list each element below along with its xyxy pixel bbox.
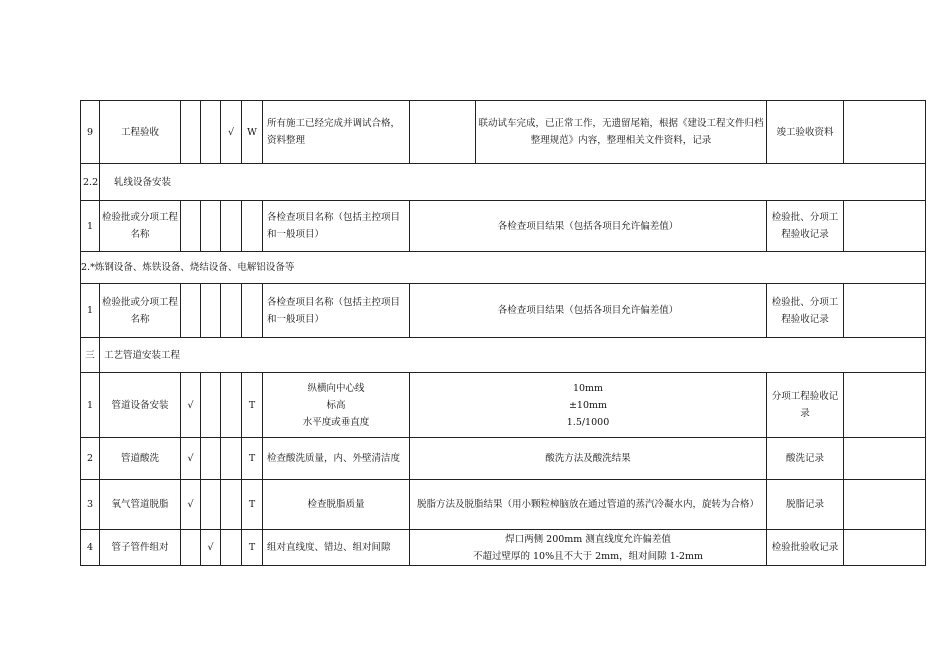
mark-cell: √ <box>181 373 201 438</box>
mark-cell <box>201 373 221 438</box>
mark-cell <box>221 480 242 530</box>
result-line: ±10mm <box>568 399 608 411</box>
item-name: 管道酸洗 <box>100 438 181 480</box>
mark-cell <box>181 284 201 338</box>
mark-cell <box>201 201 221 252</box>
item-name: 管道设备安装 <box>100 373 181 438</box>
section-title: 轧线设备安装 <box>100 164 926 201</box>
section-number: 三 <box>81 338 100 373</box>
item-name: 氧气管道脱脂 <box>100 480 181 530</box>
extra-cell <box>844 201 926 252</box>
record-type: 检验批、分项工程验收记录 <box>767 284 844 338</box>
check-item: 各检查项目名称（包括主控项目和一般项目） <box>263 284 410 338</box>
inspection-table <box>80 100 926 566</box>
mark-cell <box>181 201 201 252</box>
result-line: 焊口两侧 200mm 测直线度允许偏差值 <box>505 533 671 545</box>
check-item: 各检查项目名称（包括主控项目和一般项目） <box>263 201 410 252</box>
extra-cell <box>844 530 926 566</box>
table-row <box>81 530 926 566</box>
table-row <box>81 284 926 338</box>
section-number: 2.2 <box>81 164 100 201</box>
mark-cell <box>242 284 263 338</box>
section-title: 2.*炼钢设备、炼铁设备、烧结设备、电解铝设备等 <box>81 252 926 284</box>
item-name: 管子管件组对 <box>100 530 181 566</box>
check-item: 检查酸洗质量，内、外壁清洁度 <box>263 438 410 480</box>
item-name: 检验批或分项工程名称 <box>100 201 181 252</box>
check-line: 水平度或垂直度 <box>302 416 370 428</box>
section-row <box>81 252 926 284</box>
row-number: 1 <box>81 201 100 252</box>
mark-cell: T <box>242 480 263 530</box>
record-type: 脱脂记录 <box>767 480 844 530</box>
check-item: 检查脱脂质量 <box>263 480 410 530</box>
result-text: 脱脂方法及脱脂结果（用小颗粒樟脑放在通过管道的蒸汽冷凝水内，旋转为合格） <box>416 499 759 510</box>
check-item: 组对直线度、错边、组对间隙 <box>263 530 410 566</box>
mark-cell: T <box>242 373 263 438</box>
mark-cell: √ <box>201 530 221 566</box>
item-name: 检验批或分项工程名称 <box>100 284 181 338</box>
extra-cell <box>844 480 926 530</box>
mark-cell <box>181 530 201 566</box>
check-item: 所有施工已经完成并调试合格，资料整理 <box>263 101 410 164</box>
check-result: 各检查项目结果（包括各项目允许偏差值） <box>410 201 767 252</box>
record-type: 分项工程验收记录 <box>767 373 844 438</box>
row-number: 4 <box>81 530 100 566</box>
row-number: 9 <box>81 101 100 164</box>
mark-cell: √ <box>221 101 242 164</box>
check-result <box>410 480 767 530</box>
row-number: 3 <box>81 480 100 530</box>
mark-cell: T <box>242 438 263 480</box>
extra-cell <box>844 284 926 338</box>
section-title: 工艺管道安装工程 <box>100 338 926 373</box>
blank-cell <box>410 101 476 164</box>
extra-cell <box>844 101 926 164</box>
mark-cell <box>201 101 221 164</box>
record-type: 检验批、分项工程验收记录 <box>767 201 844 252</box>
row-number: 2 <box>81 438 100 480</box>
item-name: 工程验收 <box>100 101 181 164</box>
row-number: 1 <box>81 284 100 338</box>
mark-cell <box>201 438 221 480</box>
result-line: 10mm <box>572 382 604 394</box>
extra-cell <box>844 438 926 480</box>
section-row <box>81 164 926 201</box>
table-row <box>81 373 926 438</box>
check-result <box>410 530 767 566</box>
mark-cell <box>221 201 242 252</box>
result-line: 1.5/1000 <box>566 416 610 428</box>
mark-cell <box>181 101 201 164</box>
mark-cell <box>221 530 242 566</box>
check-result: 酸洗方法及酸洗结果 <box>410 438 767 480</box>
extra-cell <box>844 373 926 438</box>
check-result: 各检查项目结果（包括各项目允许偏差值） <box>410 284 767 338</box>
mark-cell <box>242 201 263 252</box>
table-row <box>81 101 926 164</box>
table-row <box>81 201 926 252</box>
result-line: 不超过壁厚的 10%且不大于 2mm，组对间隙 1-2mm <box>472 550 704 562</box>
mark-cell <box>221 373 242 438</box>
check-line: 纵横向中心线 <box>307 382 365 394</box>
check-item <box>263 373 410 438</box>
check-line: 标高 <box>326 399 346 411</box>
mark-cell: W <box>242 101 263 164</box>
record-type: 检验批验收记录 <box>767 530 844 566</box>
table-row <box>81 480 926 530</box>
section-row <box>81 338 926 373</box>
check-result: 联动试车完成，已正常工作，无遗留尾箱，根据《建设工程文件归档整理规范》内容，整理相关文件资料，记录 <box>476 101 767 164</box>
mark-cell <box>221 438 242 480</box>
mark-cell: T <box>242 530 263 566</box>
record-type: 竣工验收资料 <box>767 101 844 164</box>
row-number: 1 <box>81 373 100 438</box>
record-type: 酸洗记录 <box>767 438 844 480</box>
mark-cell: √ <box>181 480 201 530</box>
table-row <box>81 438 926 480</box>
mark-cell <box>201 284 221 338</box>
check-result <box>410 373 767 438</box>
mark-cell <box>201 480 221 530</box>
mark-cell <box>221 284 242 338</box>
mark-cell: √ <box>181 438 201 480</box>
